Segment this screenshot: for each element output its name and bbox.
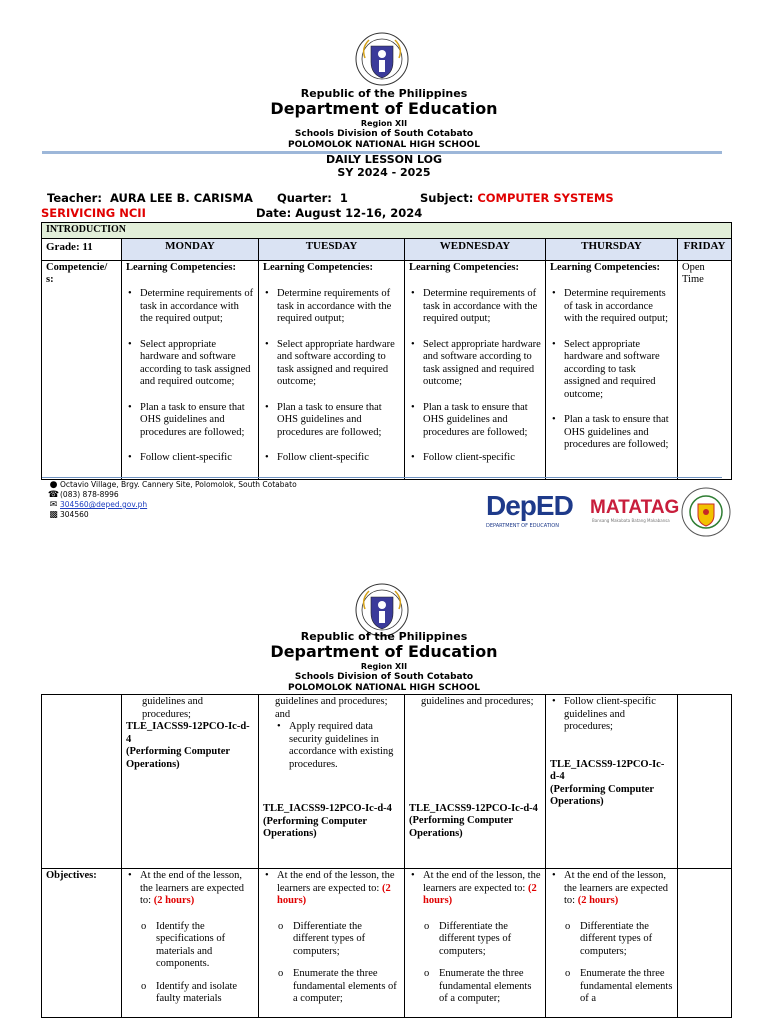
day-header: FRIDAY: [678, 238, 732, 260]
day-header: MONDAY: [122, 238, 259, 260]
phone-icon: ☎: [47, 490, 60, 500]
lesson-table-1: [41, 222, 732, 480]
list-item: • Follow client-specific: [277, 452, 400, 465]
day-header: THURSDAY: [546, 238, 678, 260]
monday-objectives: [122, 869, 259, 1018]
friday-cell: [678, 695, 732, 869]
school-seal-icon: [681, 487, 731, 537]
competency-code: TLE_IACSS9-12PCO-Ic-d-4: [263, 803, 392, 814]
list-item: • Plan a task to ensure that OHS guidelines and procedures are followed;: [140, 402, 254, 440]
list-item: • Plan a task to ensure that OHS guidelines and procedures are followed;: [564, 414, 673, 452]
day-header: TUESDAY: [259, 238, 405, 260]
list-item: • Follow client-specific: [423, 452, 541, 465]
label-cell: [42, 695, 122, 869]
list-item: o Enumerate the three fundamental elements of a computer;: [439, 968, 541, 1006]
deped-logo: [486, 490, 586, 534]
lesson-table-2: [41, 694, 732, 1018]
footer-email[interactable]: 304560@deped.gov.ph: [60, 500, 148, 509]
list-item: • Select appropriate hardware and software according to task assigned and required outcome;: [140, 339, 254, 389]
list-item: o Differentiate the different types of computers;: [293, 921, 400, 959]
teacher-line: [47, 191, 614, 205]
tuesday-competencies: [259, 260, 405, 479]
competency-code: TLE_IACSS9-12PCO-Ic-d-4: [550, 758, 665, 782]
lc-label: Learning Competencies:: [263, 261, 373, 273]
footer-contacts: [47, 480, 297, 520]
page-2: [0, 540, 768, 1024]
tuesday-cont: [259, 695, 405, 869]
matatag-logo: MATATAG: [590, 497, 680, 518]
objective-intro: • At the end of the lesson, the learners are expected to: (2 hours): [277, 870, 400, 908]
matatag-tagline: Bansang Makabata Batang Makabansa: [592, 518, 670, 523]
date-line: [41, 206, 423, 220]
deped-seal-icon: [355, 32, 409, 86]
friday-cell: [678, 869, 732, 1018]
republic-text: Republic of the Philippines: [300, 630, 468, 643]
list-item: • Determine requirements of task in accordance with the required output;: [423, 288, 541, 326]
doc-title: DAILY LESSON LOG: [325, 153, 443, 166]
school-name: POLOMOLOK NATIONAL HIGH SCHOOL: [288, 140, 480, 150]
competency-code: TLE_IACSS9-12PCO-Ic-d-4: [409, 802, 538, 814]
school-year: SY 2024 - 2025: [337, 166, 431, 179]
deped-seal-icon: [355, 583, 409, 637]
region-text: Region XII: [360, 662, 408, 671]
cont-text: guidelines and procedures;: [421, 696, 534, 707]
footer-phone: (083) 878-8996: [60, 490, 119, 499]
competency-subject: (Performing Computer Operations): [550, 783, 654, 807]
list-item: • Apply required data security guidelines in accordance with existing procedures.: [289, 721, 400, 771]
subject-value-cont: SERIVICING NCII: [41, 206, 146, 220]
department-title: Department of Education: [270, 642, 498, 661]
quarter-value: 1: [339, 191, 348, 205]
objective-intro: • At the end of the lesson, the learners are expected to: (2 hours): [140, 870, 254, 908]
list-item: o Identify the specifications of materials and components.: [156, 921, 254, 971]
list-item: o Enumerate the three fundamental elements of a computer;: [293, 968, 400, 1006]
list-item: • Select appropriate hardware and software according to task assigned and required outcome;: [564, 339, 673, 402]
wednesday-cont: [405, 695, 546, 869]
competencies-label: Competencie/ s:: [42, 260, 122, 479]
objectives-label: Objectives:: [42, 869, 122, 1018]
list-item: • Plan a task to ensure that OHS guidelines and procedures are followed;: [423, 402, 541, 440]
location-pin-icon: ●: [49, 480, 58, 490]
thursday-cont: [546, 695, 678, 869]
list-item: • Select appropriate hardware and software according to task assigned and required outcome;: [277, 339, 400, 389]
date-value: August 12-16, 2024: [295, 206, 423, 220]
division-text: Schools Division of South Cotabato: [294, 129, 474, 139]
school-name: POLOMOLOK NATIONAL HIGH SCHOOL: [288, 683, 480, 693]
teacher-name: AURA LEE B. CARISMA: [109, 191, 253, 205]
list-item: o Enumerate the three fundamental elements of a: [580, 968, 673, 1006]
wednesday-objectives: [405, 869, 546, 1018]
wednesday-competencies: [405, 260, 546, 479]
deped-logo-text: DepED: [486, 490, 573, 521]
list-item: • Plan a task to ensure that OHS guidelines and procedures are followed;: [277, 402, 400, 440]
subject-value: COMPUTER SYSTEMS: [477, 191, 614, 205]
competency-code: TLE_IACSS9-12PCO-Ic-d-4: [126, 721, 250, 745]
footer-school-id: 304560: [60, 510, 89, 519]
cont-text: guidelines and procedures; and: [275, 696, 388, 720]
list-item: o Differentiate the different types of computers;: [580, 921, 673, 959]
list-item: • Follow client-specific guidelines and procedures;: [564, 696, 673, 734]
deped-logo-sub: DEPARTMENT OF EDUCATION: [486, 523, 559, 529]
department-title: Department of Education: [270, 99, 498, 118]
friday-cell: Open Time: [678, 260, 732, 479]
id-card-icon: ▩: [49, 510, 58, 520]
thursday-competencies: [546, 260, 678, 479]
intro-row: INTRODUCTION: [42, 223, 732, 239]
tuesday-objectives: [259, 869, 405, 1018]
lc-label: Learning Competencies:: [409, 261, 519, 273]
quarter-label: Quarter:: [276, 191, 332, 205]
monday-cont: [122, 695, 259, 869]
grade-cell: Grade: 11: [42, 238, 122, 260]
division-text: Schools Division of South Cotabato: [294, 672, 474, 682]
republic-text: Republic of the Philippines: [300, 87, 468, 100]
footer-divider: [42, 477, 722, 478]
list-item: • Determine requirements of task in accordance with the required output;: [277, 288, 400, 326]
list-item: • Follow client-specific: [140, 452, 254, 465]
list-item: • Select appropriate hardware and software according to task assigned and required outcome;: [423, 339, 541, 389]
region-text: Region XII: [360, 119, 408, 128]
monday-competencies: [122, 260, 259, 479]
list-item: o Identify and isolate faulty materials: [156, 981, 254, 1006]
lc-label: Learning Competencies:: [126, 261, 236, 273]
footer-address: Octavio Village, Brgy. Cannery Site, Polomolok, South Cotabato: [60, 480, 297, 489]
thursday-objectives: [546, 869, 678, 1018]
competency-subject: (Performing Computer Operations): [126, 746, 230, 770]
day-header: WEDNESDAY: [405, 238, 546, 260]
teacher-label: Teacher:: [47, 191, 102, 205]
date-label: Date:: [256, 206, 292, 220]
objective-intro: • At the end of the lesson, the learners are expected to: (2 hours): [423, 870, 541, 908]
list-item: • Determine requirements of task in accordance with the required output;: [140, 288, 254, 326]
lc-label: Learning Competencies:: [550, 261, 660, 273]
list-item: • Determine requirements of task in accordance with the required output;: [564, 288, 673, 326]
subject-label: Subject:: [419, 191, 474, 205]
objective-intro: • At the end of the lesson, the learners are expected to: (2 hours): [564, 870, 673, 908]
competency-subject: (Performing Computer Operations): [263, 815, 367, 839]
competency-subject: (Performing Computer Operations): [409, 815, 513, 839]
list-item: o Differentiate the different types of computers;: [439, 921, 541, 959]
cont-text: guidelines and procedures;: [142, 696, 203, 720]
email-icon: ✉: [49, 500, 58, 510]
